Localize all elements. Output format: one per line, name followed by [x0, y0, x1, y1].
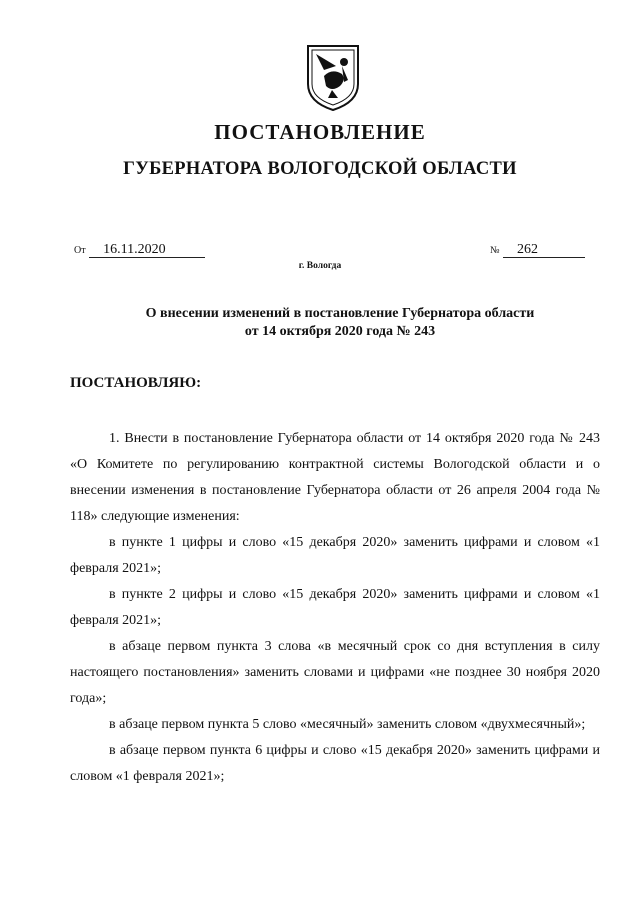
date-block [74, 242, 205, 258]
date-prefix: От [74, 245, 86, 256]
number-block [490, 242, 585, 258]
subject-line-1: О внесении изменений в постановление Губернатора области [145, 306, 535, 321]
subject-line-2: от 14 октября 2020 года № 243 [244, 324, 436, 339]
paragraph: в пункте 2 цифры и слово «15 декабря 2020» заменить цифрами и словом «1 февраля 2021»; [70, 587, 600, 628]
number-field: 262 [503, 242, 585, 258]
number-prefix: № [490, 245, 500, 256]
date-field: 16.11.2020 [89, 242, 205, 258]
document-subject [0, 305, 640, 341]
document-subtitle: ГУБЕРНАТОРА ВОЛОГОДСКОЙ ОБЛАСТИ [123, 159, 517, 179]
decree-heading: ПОСТАНОВЛЯЮ: [70, 375, 202, 391]
paragraph: в абзаце первом пункта 6 цифры и слово «15 декабря 2020» заменить цифрами и словом «1 февраля 2021»; [70, 743, 600, 784]
city-label: г. Вологда [298, 261, 342, 271]
paragraph: в пункте 1 цифры и слово «15 декабря 2020» заменить цифрами и словом «1 февраля 2021»; [70, 535, 600, 576]
coat-of-arms-emblem [302, 40, 364, 114]
paragraph: 1. Внести в постановление Губернатора области от 14 октября 2020 года № 243 «О Комитете по регулированию контрактной системы Вологодской области и о внесении изменения в постановление Губернатора области от 26 апреля 2004 года № 118» следующие изменения: [70, 431, 600, 524]
paragraph: в абзаце первом пункта 5 слово «месячный» заменить словом «двухмесячный»; [109, 717, 586, 732]
document-body [70, 426, 600, 790]
document-title: ПОСТАНОВЛЕНИЕ [214, 120, 426, 144]
paragraph: в абзаце первом пункта 3 слова «в месячный срок со дня вступления в силу настоящего постановления» заменить словами и цифрами «не позднее 30 ноября 2020 года»; [70, 639, 600, 706]
